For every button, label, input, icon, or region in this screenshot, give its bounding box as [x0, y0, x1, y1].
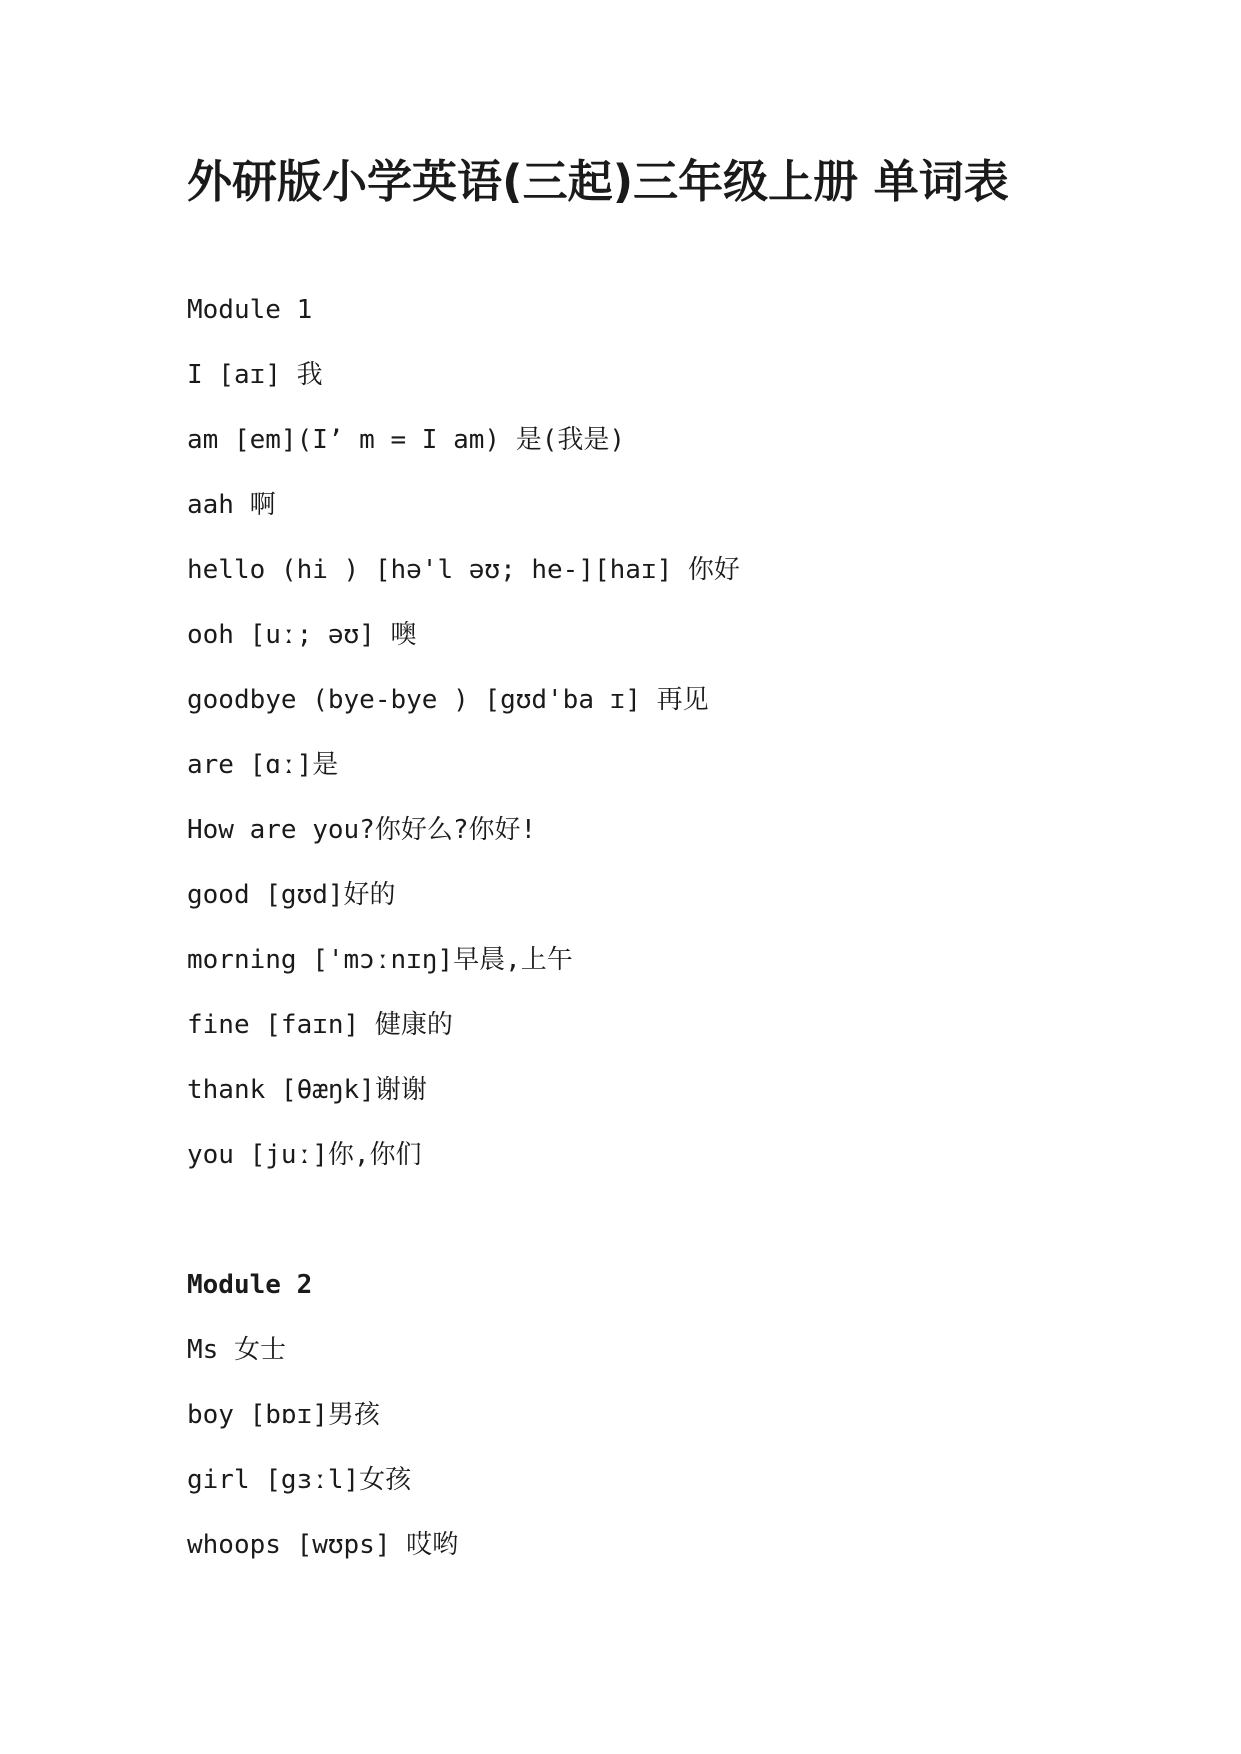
module-2-section — [187, 1265, 458, 1590]
vocabulary-entry: I [aɪ] 我 — [187, 360, 323, 390]
module-heading: Module 1 — [187, 295, 313, 325]
vocabulary-entry: am [em](I’ m = I am) 是(我是) — [187, 425, 626, 455]
vocabulary-entry: good [gʊd]好的 — [187, 880, 396, 910]
vocabulary-entry: you [juː]你,你们 — [187, 1140, 422, 1170]
vocabulary-entry: whoops [wʊps] 哎哟 — [187, 1530, 459, 1560]
module-heading: Module 2 — [187, 1270, 313, 1300]
vocabulary-entry: boy [bɒɪ]男孩 — [187, 1400, 380, 1430]
page-title: 外研版小学英语(三起)三年级上册 单词表 — [187, 155, 1009, 208]
vocabulary-entry: thank [θæŋk]谢谢 — [187, 1075, 427, 1105]
vocabulary-entry: fine [faɪn] 健康的 — [187, 1010, 453, 1040]
vocabulary-entry: goodbye (bye-bye ) [gʊd'ba ɪ] 再见 — [187, 685, 709, 715]
vocabulary-entry: aah 啊 — [187, 490, 276, 520]
vocabulary-entry: girl [gɜːl]女孩 — [187, 1465, 412, 1495]
vocabulary-entry: are [ɑː]是 — [187, 750, 339, 780]
vocabulary-list — [187, 355, 740, 1175]
vocabulary-entry: Ms 女士 — [187, 1335, 286, 1365]
vocabulary-entry: How are you?你好么?你好! — [187, 815, 537, 845]
vocabulary-list — [187, 1330, 458, 1565]
vocabulary-entry: hello (hi ) [hə'l əʊ; he-][haɪ] 你好 — [187, 555, 740, 585]
vocabulary-entry: morning ['mɔːnɪŋ]早晨,上午 — [187, 945, 573, 975]
module-1-section — [187, 290, 740, 1200]
vocabulary-entry: ooh [uː; əʊ] 噢 — [187, 620, 417, 650]
